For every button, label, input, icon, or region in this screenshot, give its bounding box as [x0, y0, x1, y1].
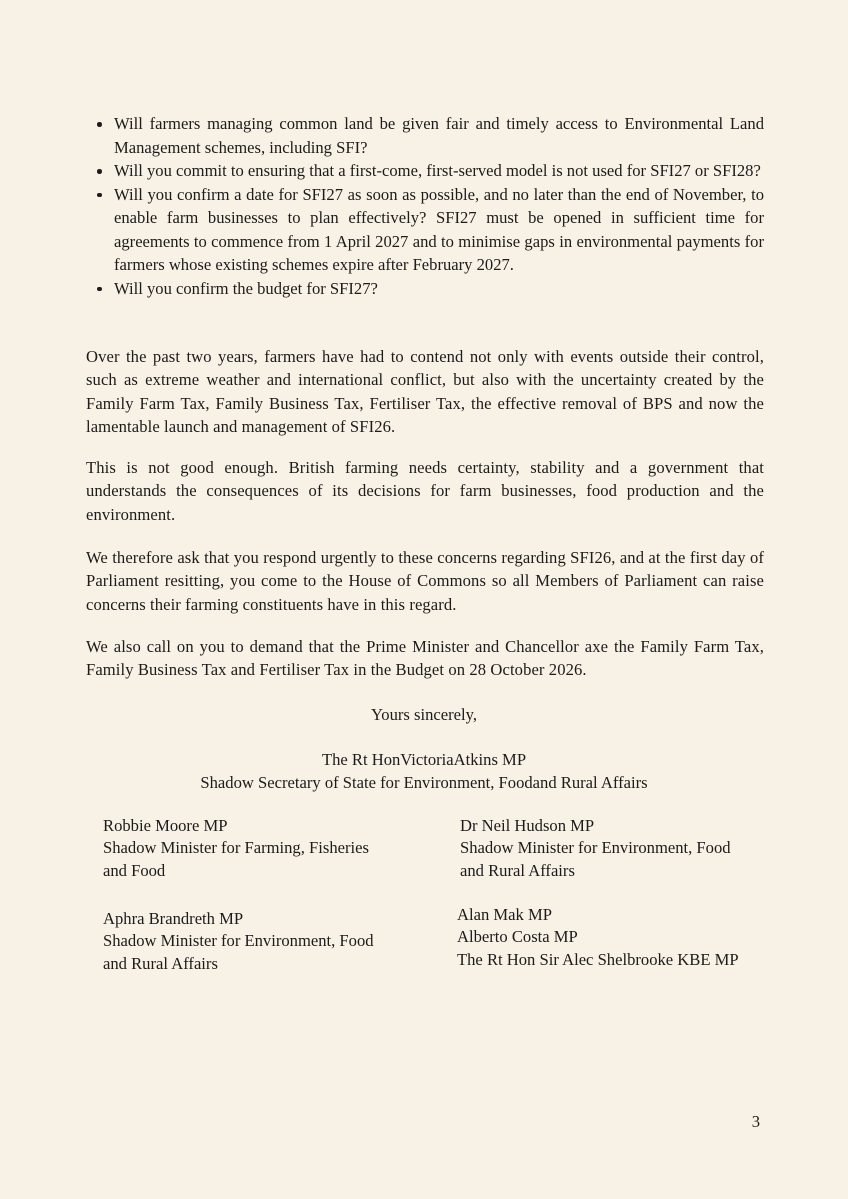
- signatory-role: Shadow Minister for Farming, Fisheries: [103, 838, 369, 858]
- signatory-name: The Rt Hon Sir Alec Shelbrooke KBE MP: [457, 949, 739, 969]
- closing-salutation: Yours sincerely,: [370, 705, 477, 724]
- signatory-robbie-moore: [103, 815, 413, 882]
- additional-signatories: [457, 904, 767, 971]
- signatory-name: Robbie Moore MP: [103, 816, 228, 835]
- lead-signatory-name: The Rt HonVictoriaAtkins MP: [321, 750, 527, 769]
- signatory-role: and Rural Affairs: [103, 953, 218, 973]
- signatory-name: Alan Mak MP: [457, 905, 552, 924]
- question-common-land: Will farmers managing common land be given fair and timely access to Environmental Land Management schemes, including SFI?: [86, 112, 764, 159]
- signatory-neil-hudson: [460, 815, 770, 882]
- signatory-name: Aphra Brandreth MP: [103, 909, 244, 928]
- signatory-role: and Food: [103, 860, 166, 880]
- question-first-come-model: Will you commit to ensuring that a first-come, first-served model is not used for SFI27 or SFI28?: [86, 159, 764, 183]
- paragraph-not-good-enough: This is not good enough. British farming needs certainty, stability and a government that understands the consequences of its decisions for farm businesses, food production and the environment.: [86, 458, 764, 524]
- question-sfi27-budget: Will you confirm the budget for SFI27?: [86, 277, 764, 301]
- signatory-role: Shadow Minister for Environment, Food: [460, 838, 731, 858]
- question-list: [86, 112, 764, 300]
- page-number: 3: [751, 1112, 760, 1131]
- signatory-role: Shadow Minister for Environment, Food: [103, 931, 374, 951]
- paragraph-axe-taxes: We also call on you to demand that the Prime Minister and Chancellor axe the Family Farm Tax, Family Business Tax and Fertiliser Tax in the Budget on 28 October 2026.: [86, 637, 764, 680]
- signatory-aphra-brandreth: [103, 908, 413, 975]
- paragraph-respond-urgently: We therefore ask that you respond urgently to these concerns regarding SFI26, and at the first day of Parliament resitting, you come to the House of Commons so all Members of Parliament can raise concerns their farming constituents have in this regard.: [86, 548, 764, 614]
- lead-signatory-role: Shadow Secretary of State for Environment, Foodand Rural Affairs: [200, 772, 648, 792]
- signatory-name: Dr Neil Hudson MP: [460, 816, 595, 835]
- signatory-role: and Rural Affairs: [460, 860, 575, 880]
- question-sfi27-date: Will you confirm a date for SFI27 as soon as possible, and no later than the end of November, to enable farm businesses to plan effectively? SFI27 must be opened in sufficient time for agreements to commence from 1 April 2027 and to minimise gaps in environmental payments for farmers whose existing schemes expire after February 2027.: [86, 183, 764, 277]
- signatory-name: Alberto Costa MP: [457, 927, 578, 947]
- paragraph-past-two-years: Over the past two years, farmers have had to contend not only with events outside their control, such as extreme weather and international conflict, but also with the uncertainty created by the Family Farm Tax, Family Business Tax, Fertiliser Tax, the effective removal of BPS and now the lamentable launch and management of SFI26.: [86, 347, 764, 437]
- lead-signatory: [0, 749, 848, 794]
